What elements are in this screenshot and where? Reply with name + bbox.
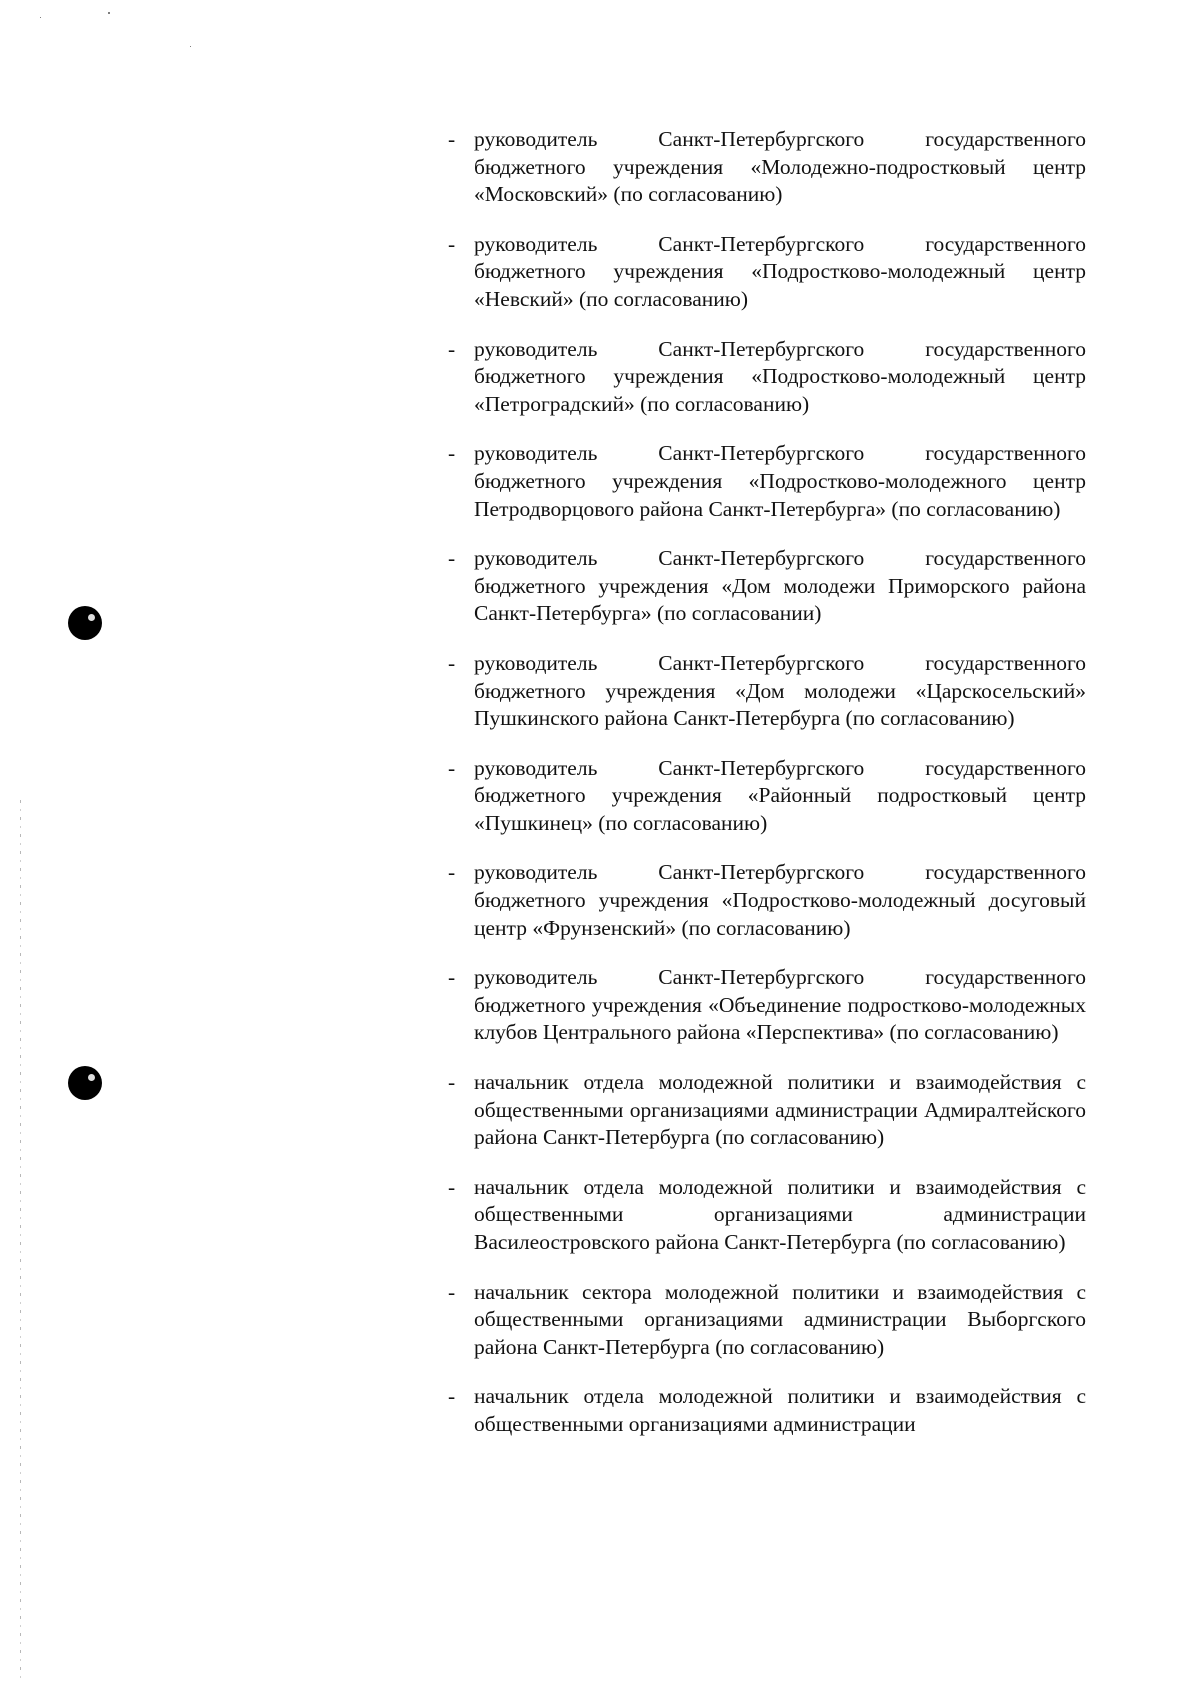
list-dash: - bbox=[448, 546, 456, 571]
list-dash: - bbox=[448, 231, 456, 256]
list-item bbox=[446, 1383, 1086, 1438]
list-item bbox=[446, 1069, 1086, 1152]
list-dash: - bbox=[448, 755, 456, 780]
list-dash: - bbox=[448, 650, 456, 675]
scan-speck bbox=[108, 12, 110, 14]
punch-hole-icon bbox=[68, 1066, 102, 1100]
list-dash: - bbox=[448, 441, 456, 466]
list-item bbox=[446, 964, 1086, 1047]
list-dash: - bbox=[448, 1279, 456, 1304]
list-item-text: начальник сектора молодежной политики и взаимодействия с общественными организациями администрации Выборгского района Санкт-Петербурга (по согласованию) bbox=[474, 1279, 1086, 1359]
list-item bbox=[446, 755, 1086, 838]
list-item-text: руководитель Санкт-Петербургского государственного бюджетного учреждения «Дом молодежи «Царскосельский» Пушкинского района Санкт-Петербурга (по согласованию) bbox=[474, 650, 1086, 731]
list-item bbox=[446, 440, 1086, 523]
list-item-text: руководитель Санкт-Петербургского государственного бюджетного учреждения «Молодежно-подростковый центр «Московский» (по согласованию) bbox=[474, 127, 1086, 207]
list-item-text: руководитель Санкт-Петербургского государственного бюджетного учреждения «Дом молодежи Приморского района Санкт-Петербурга» (по согласовании) bbox=[474, 546, 1086, 626]
list-item bbox=[446, 126, 1086, 209]
list-item-text: начальник отдела молодежной политики и взаимодействия с общественными организациями администрации Василеостровского района Санкт-Петербурга (по согласованию) bbox=[474, 1174, 1086, 1254]
list-item-text: руководитель Санкт-Петербургского государственного бюджетного учреждения «Подростково-молодежный центр «Невский» (по согласованию) bbox=[474, 231, 1086, 311]
list-dash: - bbox=[448, 1384, 456, 1409]
scan-speck bbox=[40, 17, 41, 18]
list-dash: - bbox=[448, 860, 456, 885]
scan-speck bbox=[190, 46, 191, 47]
document-body bbox=[446, 126, 1086, 1461]
list-item-text: руководитель Санкт-Петербургского государственного бюджетного учреждения «Подростково-молодежного центр Петродворцового района Санкт-Петербурга» (по согласованию) bbox=[474, 441, 1086, 521]
list-dash: - bbox=[448, 336, 456, 361]
list-item-text: руководитель Санкт-Петербургского государственного бюджетного учреждения «Объединение подростково-молодежных клубов Центрального района «Перспектива» (по согласованию) bbox=[474, 965, 1086, 1045]
list-item bbox=[446, 1174, 1086, 1257]
list-item bbox=[446, 336, 1086, 419]
list-item bbox=[446, 1279, 1086, 1362]
list-item-text: руководитель Санкт-Петербургского государственного бюджетного учреждения «Подростково-молодежный досуговый центр «Фрунзенский» (по согласованию) bbox=[474, 860, 1086, 940]
list-dash: - bbox=[448, 127, 456, 151]
list-dash: - bbox=[448, 1174, 456, 1199]
list-item bbox=[446, 231, 1086, 314]
list-item bbox=[446, 859, 1086, 942]
list-item-text: руководитель Санкт-Петербургского государственного бюджетного учреждения «Районный подростковый центр «Пушкинец» (по согласованию) bbox=[474, 755, 1086, 835]
scan-edge bbox=[20, 800, 21, 1680]
list-dash: - bbox=[448, 965, 456, 990]
list-item-text: начальник отдела молодежной политики и взаимодействия с общественными организациями администрации bbox=[474, 1384, 1086, 1436]
punch-hole-icon bbox=[68, 606, 102, 640]
list-item-text: руководитель Санкт-Петербургского государственного бюджетного учреждения «Подростково-молодежный центр «Петроградский» (по согласованию) bbox=[474, 336, 1086, 416]
list-item-text: начальник отдела молодежной политики и взаимодействия с общественными организациями администрации Адмиралтейского района Санкт-Петербурга (по согласованию) bbox=[474, 1070, 1086, 1150]
list-item bbox=[446, 650, 1086, 733]
list-item bbox=[446, 545, 1086, 628]
list-dash: - bbox=[448, 1070, 456, 1095]
